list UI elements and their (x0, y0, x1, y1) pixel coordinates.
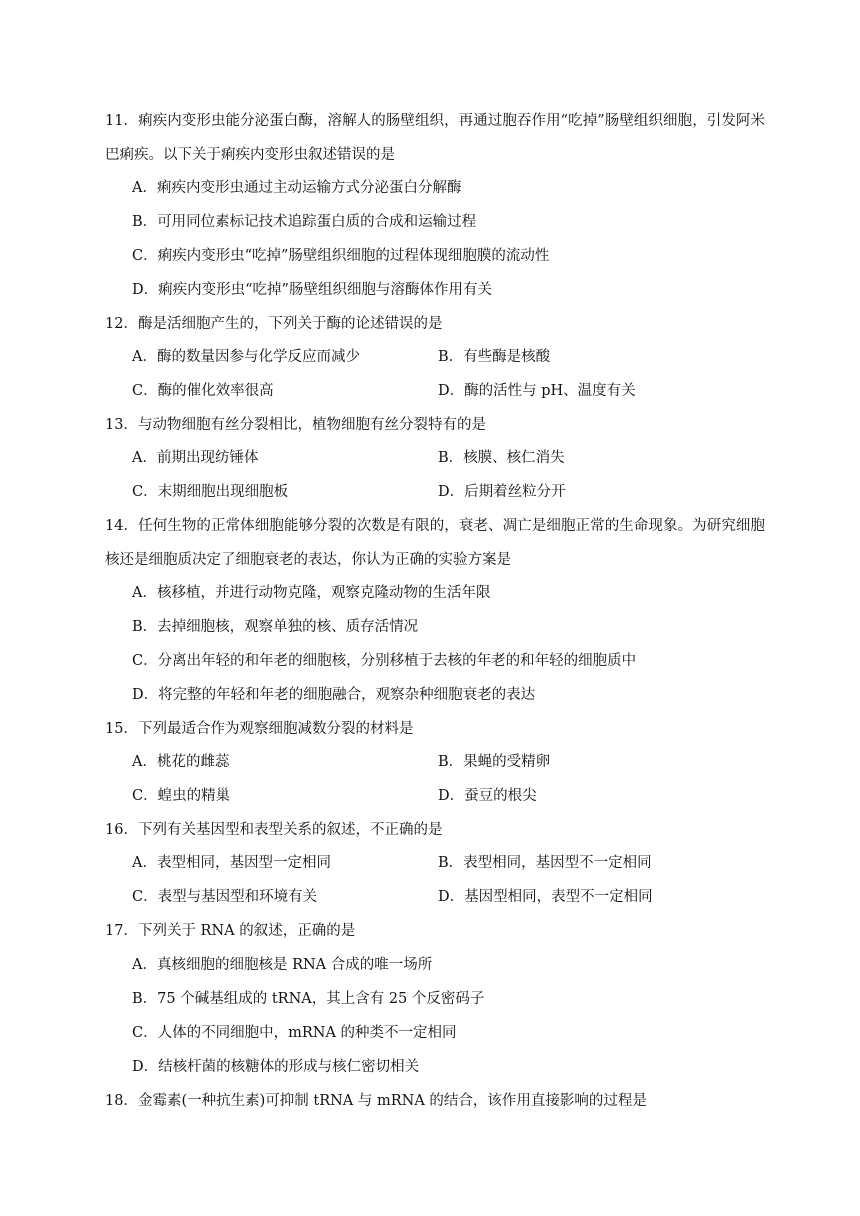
question-12-option-c: C．酶的催化效率很高 (132, 383, 274, 399)
question-11-stem: 11．痢疾内变形虫能分泌蛋白酶，溶解人的肠壁组织，再通过胞吞作用“吃掉”肠壁组织细胞，引发阿米巴痢疾。以下关于痢疾内变形虫叙述错误的是 (105, 113, 765, 163)
question-15-option-a: A．桃花的雌蕊 (132, 754, 230, 770)
question-14-option-b: B．去掉细胞核，观察单独的核、质存活情况 (132, 619, 419, 635)
question-17-option-d: D．结核杆菌的核糖体的形成与核仁密切相关 (132, 1059, 420, 1075)
question-11-option-a: A．痢疾内变形虫通过主动运输方式分泌蛋白分解酶 (132, 180, 462, 196)
question-16-stem: 16．下列有关基因型和表型关系的叙述，不正确的是 (105, 822, 443, 838)
question-11-option-d: D．痢疾内变形虫“吃掉”肠壁组织细胞与溶酶体作用有关 (132, 282, 492, 298)
question-15-option-b: B．果蝇的受精卵 (438, 754, 551, 770)
question-14-option-d: D．将完整的年轻和年老的细胞融合，观察杂种细胞衰老的表达 (132, 687, 536, 703)
question-17-option-b: B．75 个碱基组成的 tRNA，其上含有 25 个反密码子 (132, 991, 485, 1007)
question-16-option-d: D．基因型相同，表型不一定相同 (438, 889, 653, 905)
question-11-option-c: C．痢疾内变形虫“吃掉”肠壁组织细胞的过程体现细胞膜的流动性 (132, 248, 550, 264)
question-13-stem: 13．与动物细胞有丝分裂相比，植物细胞有丝分裂特有的是 (105, 417, 486, 433)
question-13-option-a: A．前期出现纺锤体 (132, 450, 259, 466)
question-17-stem: 17．下列关于 RNA 的叙述，正确的是 (105, 923, 356, 939)
question-18-stem: 18．金霉素(一种抗生素)可抑制 tRNA 与 mRNA 的结合，该作用直接影响的过程是 (105, 1093, 647, 1109)
question-11-option-b: B．可用同位素标记技术追踪蛋白质的合成和运输过程 (132, 214, 477, 230)
question-12-stem: 12．酶是活细胞产生的，下列关于酶的论述错误的是 (105, 316, 443, 332)
question-13-option-c: C．末期细胞出现细胞板 (132, 484, 289, 500)
question-14-option-c: C．分离出年轻的和年老的细胞核，分别移植于去核的年老的和年轻的细胞质中 (132, 653, 637, 669)
question-17-option-a: A．真核细胞的细胞核是 RNA 合成的唯一场所 (132, 957, 433, 973)
question-15-option-d: D．蚕豆的根尖 (438, 788, 537, 804)
question-15-stem: 15．下列最适合作为观察细胞减数分裂的材料是 (105, 721, 414, 737)
question-15-option-c: C．蝗虫的精巢 (132, 788, 231, 804)
question-17-option-c: C．人体的不同细胞中，mRNA 的种类不一定相同 (132, 1025, 457, 1041)
question-12-option-d: D．酶的活性与 pH、温度有关 (438, 383, 636, 399)
question-12-option-a: A．酶的数量因参与化学反应而减少 (132, 349, 360, 365)
question-14-stem: 14．任何生物的正常体细胞能够分裂的次数是有限的，衰老、凋亡是细胞正常的生命现象。为研究细胞核还是细胞质决定了细胞衰老的表达，你认为正确的实验方案是 (105, 518, 765, 568)
question-16-option-a: A．表型相同，基因型一定相同 (132, 855, 331, 871)
question-13-option-b: B．核膜、核仁消失 (438, 450, 565, 466)
question-16-option-c: C．表型与基因型和环境有关 (132, 889, 318, 905)
question-12-option-b: B．有些酶是核酸 (438, 349, 551, 365)
question-16-option-b: B．表型相同，基因型不一定相同 (438, 855, 652, 871)
question-14-option-a: A．核移植，并进行动物克隆，观察克隆动物的生活年限 (132, 585, 491, 601)
question-13-option-d: D．后期着丝粒分开 (438, 484, 566, 500)
